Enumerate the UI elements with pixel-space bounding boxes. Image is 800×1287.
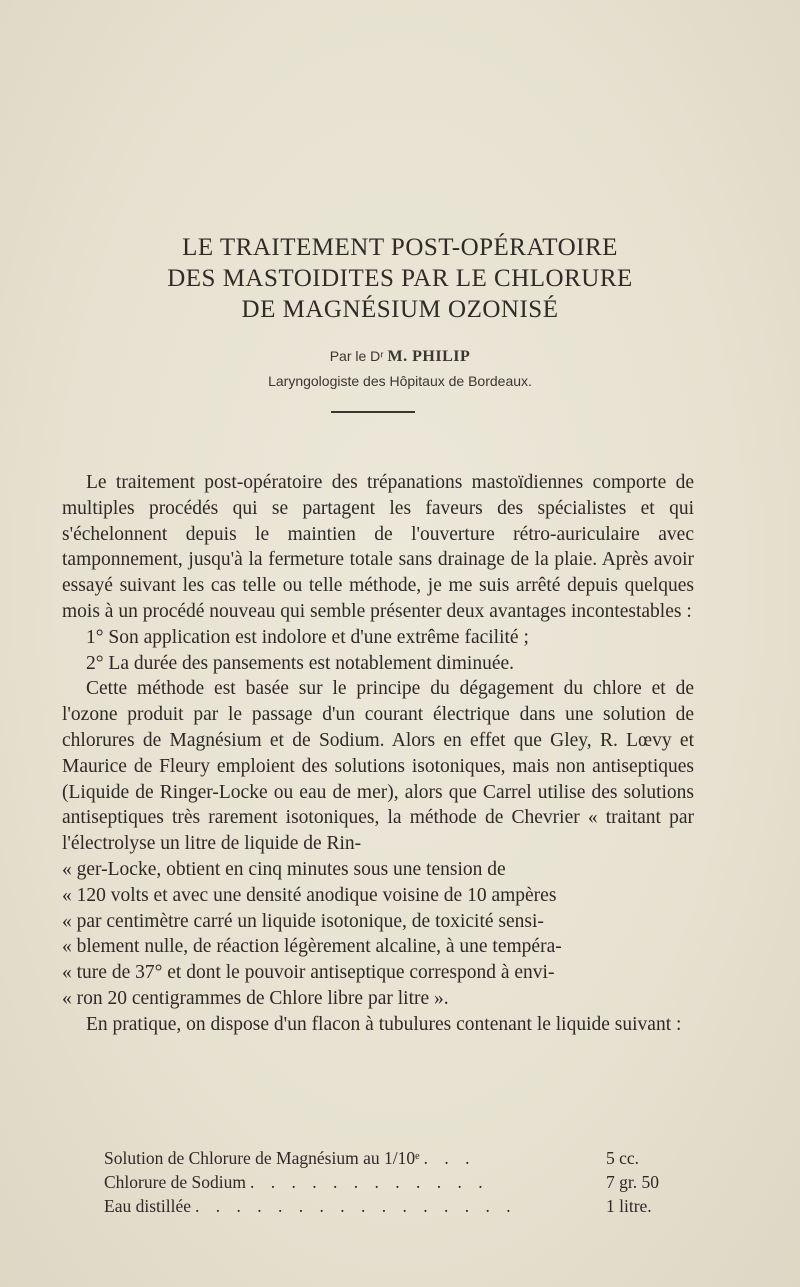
recipe-quantity: 1 litre. bbox=[606, 1196, 652, 1216]
author-affiliation: Laryngologiste des Hôpitaux de Bordeaux. bbox=[268, 373, 532, 389]
recipe-row bbox=[104, 1194, 684, 1218]
author-line bbox=[0, 344, 800, 369]
article-body bbox=[62, 470, 694, 1038]
quote-line: « ger-Locke, obtient en cinq minutes sous une tension de bbox=[62, 858, 506, 880]
recipe-row bbox=[104, 1146, 684, 1170]
byline bbox=[0, 344, 800, 393]
title-line-1: LE TRAITEMENT POST-OPÉRATOIRE bbox=[182, 234, 618, 261]
author-name: M. PHILIP bbox=[387, 348, 471, 365]
article-title bbox=[0, 232, 800, 325]
quote-line: « 120 volts et avec une densité anodique voisine de 10 ampères bbox=[62, 884, 557, 906]
quote-line: « ture de 37° et dont le pouvoir antiseptique correspond à envi- bbox=[62, 962, 555, 984]
quote-line: « blement nulle, de réaction légèrement alcaline, à une tempéra- bbox=[62, 936, 562, 958]
recipe-leader-dots: . . . . . . . . . . . . . . . . bbox=[195, 1196, 517, 1216]
title-line-2: DES MASTOIDITES PAR LE CHLORURE bbox=[167, 265, 633, 292]
paragraph-intro: Le traitement post-opératoire des trépanations mastoïdiennes comporte de multiples procédés qui se partagent les faveurs des spécialistes et qui s'échelonnent depuis le maintien de l'ouverture rétro-auriculaire avec tamponnement, jusqu'à la fermeture totale sans drainage de la plaie. Après avoir essayé suivant les cas telle ou telle méthode, je me suis arrêté depuis quelques mois à un procédé nouveau qui semble présenter deux avantages incontestables : bbox=[62, 472, 694, 622]
recipe-label: Solution de Chlorure de Magnésium au 1/10ᵉ bbox=[104, 1148, 420, 1168]
quote-line: « ron 20 centigrammes de Chlore libre par litre ». bbox=[62, 987, 449, 1009]
author-prefix: Par le Dʳ bbox=[329, 348, 384, 364]
paragraph-practice: En pratique, on dispose d'un flacon à tubulures contenant le liquide suivant : bbox=[86, 1013, 682, 1035]
recipe-quantity: 5 cc. bbox=[606, 1148, 640, 1168]
title-divider bbox=[331, 411, 415, 413]
paragraph-advantage-2: 2° La durée des pansements est notablement diminuée. bbox=[86, 652, 515, 674]
recipe-leader-dots: . . . bbox=[423, 1148, 476, 1168]
quote-line: « par centimètre carré un liquide isotonique, de toxicité sensi- bbox=[62, 910, 544, 932]
recipe-quantity: 7 gr. 50 bbox=[606, 1172, 659, 1192]
paragraph-method: Cette méthode est basée sur le principe du dégagement du chlore et de l'ozone produit par le passage d'un courant électrique dans une solution de chlorures de Magnésium et de Sodium. Alors en effet que Gley, R. Lœvy et Maurice de Fleury emploient des solutions isotoniques, mais non antiseptiques (Liquide de Ringer-Locke ou eau de mer), alors que Carrel utilise des solutions antiseptiques très rarement isotoniques, la méthode de Chevrier « traitant par l'électrolyse un litre de liquide de Rin- bbox=[62, 678, 694, 855]
recipe-table bbox=[104, 1146, 684, 1218]
paragraph-advantage-1: 1° Son application est indolore et d'une extrême facilité ; bbox=[86, 626, 529, 648]
recipe-label: Eau distillée bbox=[104, 1196, 191, 1216]
recipe-leader-dots: . . . . . . . . . . . . bbox=[249, 1172, 489, 1192]
recipe-label: Chlorure de Sodium bbox=[104, 1172, 246, 1192]
recipe-row bbox=[104, 1170, 684, 1194]
title-line-3: DE MAGNÉSIUM OZONISÉ bbox=[241, 296, 559, 323]
